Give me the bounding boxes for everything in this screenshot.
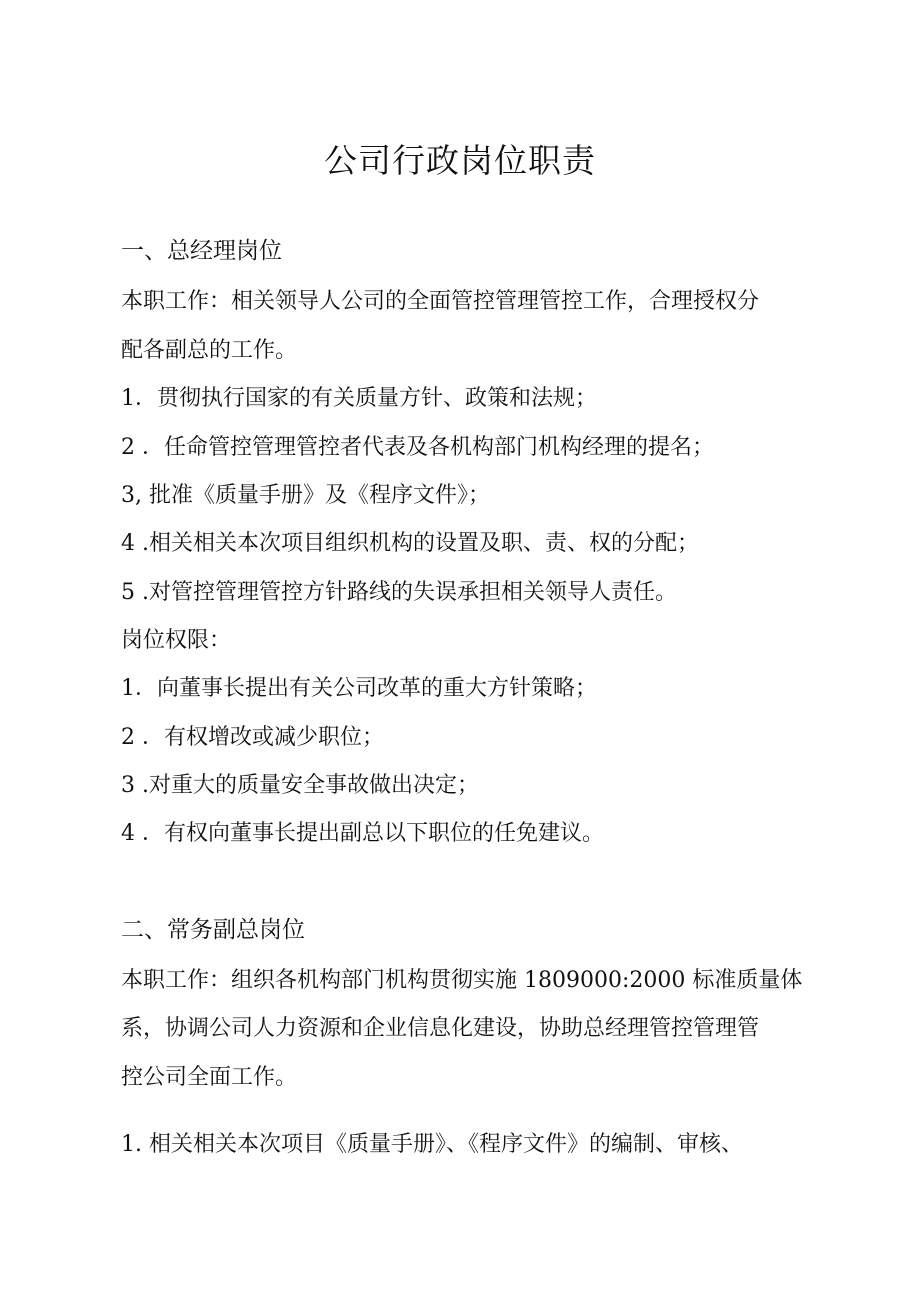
authority-item: 4 ．有权向董事长提出副总以下职位的任免建议。 bbox=[121, 821, 604, 846]
duty-text-line: 控公司全面工作。 bbox=[121, 1065, 298, 1090]
section-heading-executive-vp: 二、常务副总岗位 bbox=[121, 917, 305, 943]
duty-text-line: 系，协调公司人力资源和企业信息化建设，协助总经理管控管理管 bbox=[121, 1016, 760, 1041]
section-heading-general-manager: 一、总经理岗位 bbox=[121, 238, 282, 264]
authority-item: 3 .对重大的质量安全事故做出决定； bbox=[121, 773, 479, 798]
document-title: 公司行政岗位职责 bbox=[324, 141, 596, 180]
authority-item: 2 ．有权增改或减少职位； bbox=[121, 725, 384, 750]
duty-text-line: 本职工作：组织各机构部门机构贯彻实施 1809000:2000 标准质量体 bbox=[121, 968, 803, 993]
list-item: 5 .对管控管理管控方针路线的失误承担相关领导人责任。 bbox=[121, 580, 677, 605]
authority-label: 岗位权限： bbox=[121, 628, 232, 653]
list-item: 2 ．任命管控管理管控者代表及各机构部门机构经理的提名； bbox=[121, 435, 714, 460]
list-item: 4 .相关相关本次项目组织机构的设置及职、责、权的分配； bbox=[121, 531, 699, 556]
list-item: 1. 相关相关本次项目《质量手册》、《程序文件》的编制、审核、 bbox=[121, 1132, 743, 1157]
authority-item: 1．向董事长提出有关公司改革的重大方针策略； bbox=[121, 676, 597, 701]
list-item: 1．贯彻执行国家的有关质量方针、政策和法规； bbox=[121, 386, 597, 411]
duty-text-line: 配各副总的工作。 bbox=[121, 338, 298, 363]
duty-text-line: 本职工作：相关领导人公司的全面管控管理管控工作，合理授权分 bbox=[121, 289, 760, 314]
list-item: 3, 批准《质量手册》及《程序文件》； bbox=[121, 483, 490, 508]
